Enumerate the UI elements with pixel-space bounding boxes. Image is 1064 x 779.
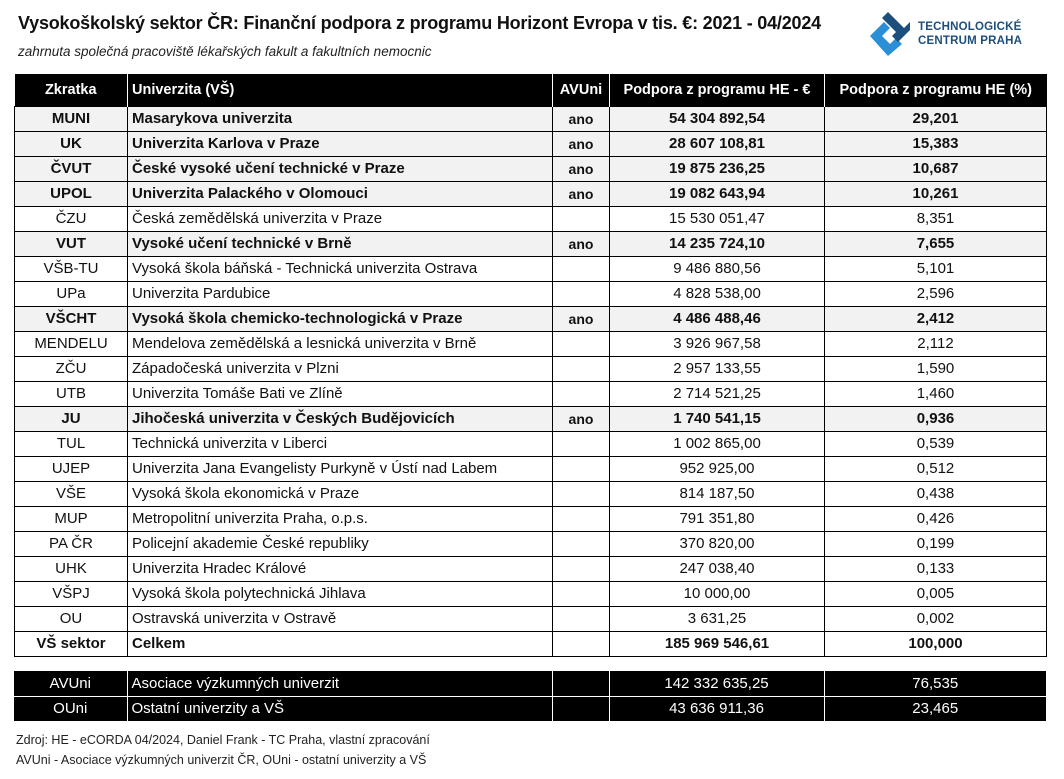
cell-avuni: ano xyxy=(553,131,610,156)
page-subtitle: zahrnuta společná pracoviště lékařských fakult a fakultních nemocnic xyxy=(18,44,432,59)
cell-university-name: Ostravská univerzita v Ostravě xyxy=(128,606,553,631)
cell-funding-pct: 10,261 xyxy=(825,181,1047,206)
cell-university-name: Česká zemědělská univerzita v Praze xyxy=(128,206,553,231)
column-header-abbr: Zkratka xyxy=(15,74,128,106)
column-header-funding-eur: Podpora z programu HE - € xyxy=(610,74,825,106)
summary-row xyxy=(14,671,1046,696)
total-row xyxy=(15,631,1047,656)
cell-avuni xyxy=(553,381,610,406)
abbreviation-legend: AVUni - Asociace výzkumných univerzit ČR, OUni - ostatní univerzity a VŠ xyxy=(16,753,427,767)
table-row xyxy=(15,356,1047,381)
cell-funding-eur: 142 332 635,25 xyxy=(609,671,824,696)
cell-funding-eur: 10 000,00 xyxy=(610,581,825,606)
cell-abbreviation: VUT xyxy=(15,231,128,256)
cell-avuni xyxy=(553,506,610,531)
cell-avuni xyxy=(553,431,610,456)
cell-university-name: Západočeská univerzita v Plzni xyxy=(128,356,553,381)
cell-university-name: Policejní akademie České republiky xyxy=(128,531,553,556)
table-row xyxy=(15,331,1047,356)
cell-avuni xyxy=(553,206,610,231)
cell-abbreviation: ČVUT xyxy=(15,156,128,181)
cell-funding-pct: 5,101 xyxy=(825,256,1047,281)
cell-funding-pct: 2,596 xyxy=(825,281,1047,306)
cell-funding-eur: 14 235 724,10 xyxy=(610,231,825,256)
cell-university-name: Technická univerzita v Liberci xyxy=(128,431,553,456)
cell-abbreviation: MUP xyxy=(15,506,128,531)
cell-university-name: Vysoké učení technické v Brně xyxy=(128,231,553,256)
cell-university-name: Univerzita Karlova v Praze xyxy=(128,131,553,156)
funding-table xyxy=(14,74,1047,657)
logo-text xyxy=(918,20,1022,48)
cell-abbreviation: VŠE xyxy=(15,481,128,506)
cell-university-name: Univerzita Tomáše Bati ve Zlíně xyxy=(128,381,553,406)
cell-abbreviation: VŠPJ xyxy=(15,581,128,606)
cell-funding-pct: 0,512 xyxy=(825,456,1047,481)
cell-funding-eur: 4 486 488,46 xyxy=(610,306,825,331)
cell-funding-pct: 76,535 xyxy=(824,671,1046,696)
cell-funding-eur: 3 926 967,58 xyxy=(610,331,825,356)
cell-university-name: Vysoká škola ekonomická v Praze xyxy=(128,481,553,506)
cell-funding-pct: 2,412 xyxy=(825,306,1047,331)
table-row xyxy=(15,606,1047,631)
cell-avuni xyxy=(553,631,610,656)
cell-abbreviation: UPOL xyxy=(15,181,128,206)
cell-abbreviation: TUL xyxy=(15,431,128,456)
cell-funding-pct: 0,936 xyxy=(825,406,1047,431)
cell-abbreviation: UJEP xyxy=(15,456,128,481)
cell-funding-eur: 3 631,25 xyxy=(610,606,825,631)
cell-funding-pct: 0,199 xyxy=(825,531,1047,556)
table-header-row xyxy=(15,74,1047,106)
cell-funding-pct: 1,460 xyxy=(825,381,1047,406)
cell-university-name: Celkem xyxy=(128,631,553,656)
cell-funding-pct: 0,539 xyxy=(825,431,1047,456)
cell-university-name: České vysoké učení technické v Praze xyxy=(128,156,553,181)
table-row xyxy=(15,581,1047,606)
cell-abbreviation: ČZU xyxy=(15,206,128,231)
cell-avuni xyxy=(552,671,609,696)
cell-university-name: Ostatní univerzity a VŠ xyxy=(127,696,552,721)
summary-row xyxy=(14,696,1046,721)
cell-avuni xyxy=(553,331,610,356)
cell-funding-eur: 4 828 538,00 xyxy=(610,281,825,306)
cell-funding-pct: 0,002 xyxy=(825,606,1047,631)
cell-funding-eur: 15 530 051,47 xyxy=(610,206,825,231)
cell-university-name: Univerzita Jana Evangelisty Purkyně v Ústí nad Labem xyxy=(128,456,553,481)
cell-funding-eur: 185 969 546,61 xyxy=(610,631,825,656)
cell-avuni xyxy=(553,581,610,606)
cell-university-name: Univerzita Hradec Králové xyxy=(128,556,553,581)
cell-abbreviation: MENDELU xyxy=(15,331,128,356)
cell-university-name: Masarykova univerzita xyxy=(128,106,553,131)
cell-university-name: Vysoká škola polytechnická Jihlava xyxy=(128,581,553,606)
column-header-avuni: AVUni xyxy=(553,74,610,106)
cell-avuni xyxy=(553,481,610,506)
cell-funding-eur: 370 820,00 xyxy=(610,531,825,556)
logo-line-2: CENTRUM PRAHA xyxy=(918,35,1023,47)
cell-avuni xyxy=(552,696,609,721)
cell-funding-eur: 19 082 643,94 xyxy=(610,181,825,206)
cell-abbreviation: PA ČR xyxy=(15,531,128,556)
cell-abbreviation: UHK xyxy=(15,556,128,581)
cell-university-name: Vysoká škola báňská - Technická univerzita Ostrava xyxy=(128,256,553,281)
cell-abbreviation: VŠB-TU xyxy=(15,256,128,281)
logo xyxy=(866,12,1046,56)
cell-funding-pct: 7,655 xyxy=(825,231,1047,256)
cell-funding-eur: 2 957 133,55 xyxy=(610,356,825,381)
table-row xyxy=(15,531,1047,556)
cell-avuni xyxy=(553,531,610,556)
source-note: Zdroj: HE - eCORDA 04/2024, Daniel Frank - TC Praha, vlastní zpracování xyxy=(16,733,430,747)
cell-avuni: ano xyxy=(553,306,610,331)
cell-avuni xyxy=(553,456,610,481)
cell-funding-eur: 19 875 236,25 xyxy=(610,156,825,181)
table-row xyxy=(15,106,1047,131)
logo-line-1: TECHNOLOGICKÉ xyxy=(918,21,1022,33)
table-row xyxy=(15,306,1047,331)
cell-avuni xyxy=(553,606,610,631)
cell-funding-eur: 2 714 521,25 xyxy=(610,381,825,406)
cell-abbreviation: UK xyxy=(15,131,128,156)
cell-avuni: ano xyxy=(553,156,610,181)
cell-university-name: Metropolitní univerzita Praha, o.p.s. xyxy=(128,506,553,531)
cell-avuni xyxy=(553,281,610,306)
table-row xyxy=(15,481,1047,506)
table-row xyxy=(15,231,1047,256)
table-row xyxy=(15,281,1047,306)
table-row xyxy=(15,131,1047,156)
cell-funding-pct: 10,687 xyxy=(825,156,1047,181)
cell-funding-eur: 247 038,40 xyxy=(610,556,825,581)
table-row xyxy=(15,256,1047,281)
column-header-university: Univerzita (VŠ) xyxy=(128,74,553,106)
table-row xyxy=(15,406,1047,431)
cell-funding-pct: 2,112 xyxy=(825,331,1047,356)
cell-abbreviation: VŠCHT xyxy=(15,306,128,331)
table-row xyxy=(15,156,1047,181)
cell-avuni xyxy=(553,356,610,381)
cell-funding-pct: 100,000 xyxy=(825,631,1047,656)
cell-funding-eur: 814 187,50 xyxy=(610,481,825,506)
cell-funding-pct: 0,438 xyxy=(825,481,1047,506)
summary-table xyxy=(14,671,1046,722)
cell-funding-pct: 23,465 xyxy=(824,696,1046,721)
cell-abbreviation: ZČU xyxy=(15,356,128,381)
cell-abbreviation: AVUni xyxy=(14,671,127,696)
cell-funding-eur: 28 607 108,81 xyxy=(610,131,825,156)
cell-university-name: Vysoká škola chemicko-technologická v Praze xyxy=(128,306,553,331)
tc-praha-logo-icon xyxy=(866,12,910,56)
cell-abbreviation: OU xyxy=(15,606,128,631)
cell-university-name: Mendelova zemědělská a lesnická univerzita v Brně xyxy=(128,331,553,356)
cell-funding-pct: 15,383 xyxy=(825,131,1047,156)
cell-funding-eur: 1 740 541,15 xyxy=(610,406,825,431)
cell-avuni: ano xyxy=(553,231,610,256)
cell-funding-pct: 0,133 xyxy=(825,556,1047,581)
cell-funding-pct: 1,590 xyxy=(825,356,1047,381)
table-row xyxy=(15,181,1047,206)
table-row xyxy=(15,556,1047,581)
column-header-funding-pct: Podpora z programu HE (%) xyxy=(825,74,1047,106)
cell-funding-pct: 8,351 xyxy=(825,206,1047,231)
cell-funding-eur: 791 351,80 xyxy=(610,506,825,531)
table-row xyxy=(15,456,1047,481)
cell-university-name: Univerzita Palackého v Olomouci xyxy=(128,181,553,206)
cell-funding-pct: 0,426 xyxy=(825,506,1047,531)
cell-university-name: Jihočeská univerzita v Českých Budějovicích xyxy=(128,406,553,431)
cell-abbreviation: JU xyxy=(15,406,128,431)
cell-abbreviation: VŠ sektor xyxy=(15,631,128,656)
cell-funding-eur: 952 925,00 xyxy=(610,456,825,481)
page-title: Vysokoškolský sektor ČR: Finanční podpora z programu Horizont Evropa v tis. €: 2021 - 04/2024 xyxy=(18,13,821,33)
table-row xyxy=(15,431,1047,456)
cell-abbreviation: UPa xyxy=(15,281,128,306)
table-row xyxy=(15,381,1047,406)
cell-avuni: ano xyxy=(553,181,610,206)
table-row xyxy=(15,206,1047,231)
cell-university-name: Univerzita Pardubice xyxy=(128,281,553,306)
cell-funding-pct: 29,201 xyxy=(825,106,1047,131)
cell-funding-eur: 1 002 865,00 xyxy=(610,431,825,456)
table-row xyxy=(15,506,1047,531)
cell-funding-eur: 43 636 911,36 xyxy=(609,696,824,721)
cell-avuni xyxy=(553,256,610,281)
cell-avuni: ano xyxy=(553,406,610,431)
cell-university-name: Asociace výzkumných univerzit xyxy=(127,671,552,696)
cell-abbreviation: MUNI xyxy=(15,106,128,131)
cell-avuni: ano xyxy=(553,106,610,131)
cell-funding-eur: 54 304 892,54 xyxy=(610,106,825,131)
cell-abbreviation: UTB xyxy=(15,381,128,406)
cell-funding-eur: 9 486 880,56 xyxy=(610,256,825,281)
cell-avuni xyxy=(553,556,610,581)
cell-funding-pct: 0,005 xyxy=(825,581,1047,606)
cell-abbreviation: OUni xyxy=(14,696,127,721)
